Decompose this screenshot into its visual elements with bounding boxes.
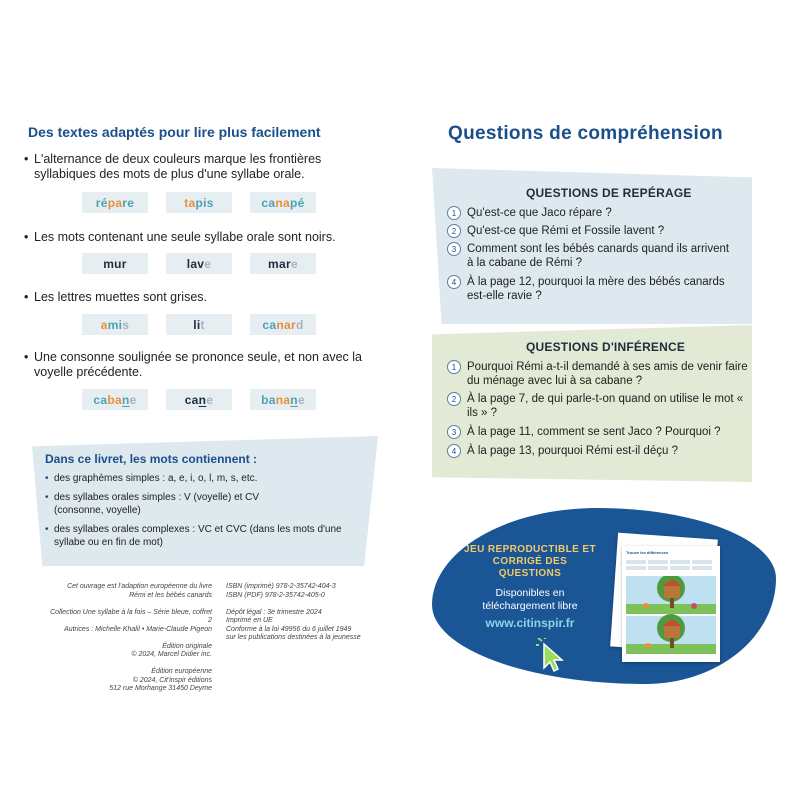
- treehouse-illustration-icon: [626, 576, 716, 654]
- example-word-chip: [250, 389, 316, 410]
- reperage-heading: QUESTIONS DE REPÉRAGE: [526, 186, 692, 200]
- syllable: t: [200, 317, 205, 332]
- rule-text: Les lettres muettes sont grises.: [34, 290, 207, 304]
- credit-line: Édition originale: [162, 642, 212, 650]
- rule-text: Les mots contenant une seule syllabe orale sont noirs.: [34, 230, 336, 244]
- syllable: e: [290, 256, 298, 271]
- syllable: a: [100, 317, 108, 332]
- syllable: pa: [107, 195, 123, 210]
- example-word-chip: [250, 192, 316, 213]
- syllable: lav: [186, 256, 205, 271]
- box-item-graphemes: [45, 472, 354, 485]
- syllable: ca: [93, 392, 108, 407]
- bullet: •: [45, 524, 49, 535]
- example-word-chip: [250, 253, 316, 274]
- rule-syllable-colors: [24, 152, 364, 182]
- syllable: e: [206, 392, 214, 407]
- question-number-badge: 4: [447, 444, 461, 458]
- rule-text: L'alternance de deux couleurs marque les frontières syllabiques des mots de plus d'une syllabe orale.: [34, 152, 322, 181]
- cursor-click-icon: [536, 638, 566, 672]
- syllable: ré: [95, 195, 108, 210]
- credit-line: ISBN (imprimé) 978-2-35742-404-3: [226, 583, 336, 590]
- credit-line: [48, 600, 212, 609]
- promo-text: Disponibles en téléchargement libre: [482, 587, 578, 612]
- inference-heading: QUESTIONS D'INFÉRENCE: [526, 340, 686, 354]
- worksheet-chips: [626, 560, 716, 570]
- inference-question: À la page 13, pourquoi Rémi est-il déçu ?: [467, 445, 678, 457]
- example-row-4: [82, 389, 316, 410]
- credit-line: Imprimé en UE: [226, 617, 273, 624]
- inference-question: À la page 11, comment se sent Jaco ? Pourquoi ?: [467, 426, 721, 438]
- example-word-chip: [82, 314, 148, 335]
- syllable: ba: [107, 392, 122, 407]
- syllable: pis: [195, 195, 214, 210]
- credit-line: [48, 660, 212, 669]
- question-number-badge: 2: [447, 224, 461, 238]
- credit-line: sur les publications destinées à la jeunesse: [226, 634, 361, 641]
- syllable: n: [198, 392, 207, 407]
- box-item-simple-syllables: [45, 491, 304, 517]
- syllable: e: [297, 392, 305, 407]
- syllable: na: [275, 392, 291, 407]
- credit-line: Conforme à la loi 49956 du 6 juillet 1949: [226, 625, 352, 633]
- rule-underlined-consonant: [24, 350, 364, 380]
- example-row-2: [82, 253, 316, 274]
- question-number-badge: 1: [447, 206, 461, 220]
- question-number-badge: 1: [447, 360, 461, 374]
- syllable: mur: [103, 256, 127, 271]
- reperage-question: Qu'est-ce que Rémi et Fossile lavent ?: [467, 225, 665, 237]
- syllable: ca: [262, 317, 277, 332]
- question-number-badge: 3: [447, 242, 461, 256]
- credit-line: © 2024, Marcel Didier inc.: [131, 651, 212, 658]
- credits-left: [48, 583, 212, 694]
- promo-title: JEU REPRODUCTIBLE ET CORRIGÉ DES QUESTIONS: [464, 544, 596, 579]
- reperage-question: Comment sont les bébés canards quand ils arrivent à la cabane de Rémi ?: [467, 243, 730, 269]
- inference-question: Pourquoi Rémi a-t-il demandé à ses amis de venir faire du ménage avec lui à sa cabane ?: [467, 361, 748, 387]
- syllable: ba: [261, 392, 276, 407]
- credit-line: Rémi et les bébés canards: [129, 591, 212, 599]
- example-row-1: [82, 192, 316, 213]
- syllable: s: [122, 317, 130, 332]
- example-word-chip: [166, 389, 232, 410]
- example-word-chip: [82, 389, 148, 410]
- word-content-box-title: Dans ce livret, les mots contiennent :: [45, 452, 258, 466]
- credit-line: Cet ouvrage est l'adaption européenne du livre: [67, 583, 212, 590]
- box-item-text: des syllabes orales complexes : VC et CVC (dans les mots d'une syllabe ou en fin de mot): [54, 524, 342, 548]
- syllable: na: [275, 195, 290, 210]
- reperage-question: Qu'est-ce que Jaco répare ?: [467, 207, 612, 219]
- syllable: li: [193, 317, 201, 332]
- example-word-chip: [82, 253, 148, 274]
- example-word-chip: [166, 192, 232, 213]
- syllable: d: [295, 317, 304, 332]
- box-item-complex-syllables: [45, 523, 354, 549]
- credit-line: © 2024, Cit'inspir éditions: [132, 676, 212, 684]
- credit-line: Dépôt légal : 3e trimestre 2024: [226, 608, 322, 616]
- credits-right: [226, 583, 386, 643]
- bullet: •: [24, 230, 29, 244]
- credit-line: [226, 600, 386, 609]
- credit-line: [48, 634, 212, 643]
- box-item-text: des syllabes orales simples : V (voyelle) et CV (consonne, voyelle): [54, 492, 260, 516]
- example-word-chip: [82, 192, 148, 213]
- example-word-chip: [166, 253, 232, 274]
- reperage-question: À la page 12, pourquoi la mère des bébés canards est-elle ravie ?: [467, 276, 725, 302]
- syllable: n: [290, 392, 298, 407]
- question-number-badge: 2: [447, 392, 461, 406]
- bullet: •: [24, 350, 29, 364]
- worksheet-preview: [622, 546, 720, 662]
- credit-line: ISBN (PDF) 978-2-35742-405-0: [226, 591, 325, 599]
- question-number-badge: 3: [447, 425, 461, 439]
- example-word-chip: [166, 314, 232, 335]
- left-page-title: Des textes adaptés pour lire plus facilement: [28, 124, 321, 140]
- credit-line: 512 rue Morhange 31450 Deyme: [109, 685, 212, 692]
- promo-url-link[interactable]: www.citinspir.fr: [485, 616, 575, 630]
- question-number-badge: 4: [447, 275, 461, 289]
- bullet: •: [45, 492, 49, 503]
- syllable: nar: [276, 317, 296, 332]
- syllable: mi: [107, 317, 123, 332]
- bullet: •: [45, 473, 49, 484]
- bullet: •: [24, 152, 29, 166]
- example-row-3: [82, 314, 316, 335]
- example-word-chip: [250, 314, 316, 335]
- rule-text: Une consonne soulignée se prononce seule, et non avec la voyelle précédente.: [34, 350, 363, 379]
- rule-single-syllable: [24, 230, 364, 245]
- syllable: pé: [289, 195, 305, 210]
- rule-silent-letters: [24, 290, 364, 305]
- syllable: e: [129, 392, 137, 407]
- credit-line: Autrices : Michelle Khalil • Marie-Claude Pigeon: [64, 625, 212, 633]
- right-page-title: Questions de compréhension: [448, 123, 723, 144]
- credit-line: Édition européenne: [151, 668, 212, 675]
- syllable: mar: [268, 256, 291, 271]
- inference-question: À la page 7, de qui parle-t-on quand on utilise le mot « ils » ?: [467, 393, 744, 419]
- credit-line: Collection Une syllabe à la fois – Série bleue, coffret 2: [50, 608, 212, 624]
- worksheet-title: Trouve les différences: [626, 550, 669, 555]
- syllable: n: [121, 392, 130, 407]
- syllable: ca: [184, 392, 199, 407]
- box-item-text: des graphèmes simples : a, e, i, o, l, m, s, etc.: [54, 473, 258, 484]
- syllable: re: [122, 195, 135, 210]
- bullet: •: [24, 290, 29, 304]
- syllable: ta: [184, 195, 196, 210]
- syllable: e: [204, 256, 212, 271]
- syllable: ca: [261, 195, 276, 210]
